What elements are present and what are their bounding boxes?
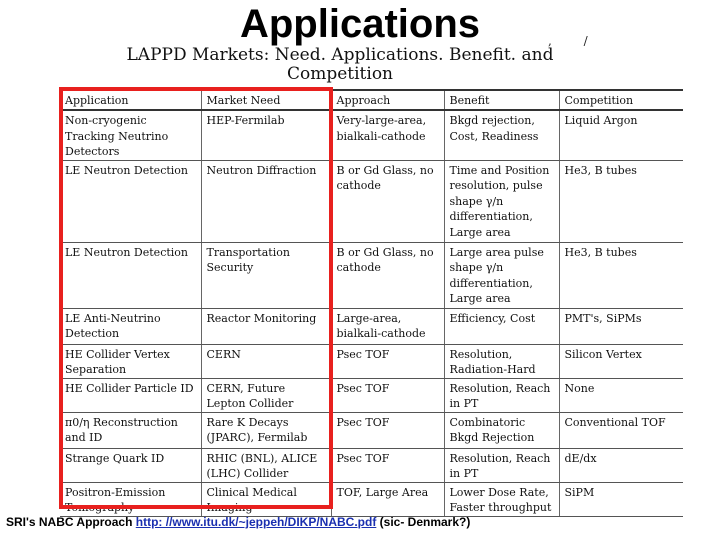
footer-note: [6, 514, 470, 530]
cell-approach: Psec TOF: [331, 448, 444, 482]
cell-benefit: Bkgd rejection, Cost, Readiness: [444, 110, 559, 160]
cell-benefit: Resolution, Radiation-Hard: [444, 344, 559, 378]
cell-competition: SiPM: [559, 482, 683, 516]
table-row: [60, 378, 683, 412]
cell-approach: Psec TOF: [331, 344, 444, 378]
paper-title-line1: LAPPD Markets: Need. Applications. Benefit. and: [126, 45, 554, 65]
cell-market-need: Rare K Decays (JPARC), Fermilab: [201, 412, 331, 448]
cell-benefit: Resolution, Reach in PT: [444, 448, 559, 482]
cell-competition: He3, B tubes: [559, 242, 683, 308]
cell-approach: B or Gd Glass, no cathode: [331, 242, 444, 308]
cell-market-need: Transportation Security: [201, 242, 331, 308]
header-application: Application: [60, 90, 201, 110]
header-market-need: Market Need: [201, 90, 331, 110]
cell-benefit: Efficiency, Cost: [444, 308, 559, 344]
header-approach: Approach: [331, 90, 444, 110]
cell-application: LE Anti-Neutrino Detection: [60, 308, 201, 344]
cell-market-need: RHIC (BNL), ALICE (LHC) Collider: [201, 448, 331, 482]
cell-market-need: Neutron Diffraction: [201, 160, 331, 242]
cell-benefit: Resolution, Reach in PT: [444, 378, 559, 412]
cell-benefit: Large area pulse shape γ/n differentiation, Large area: [444, 242, 559, 308]
table-row: [60, 242, 683, 308]
cell-application: LE Neutron Detection: [60, 242, 201, 308]
cell-market-need: HEP-Fermilab: [201, 110, 331, 160]
cell-application: HE Collider Vertex Separation: [60, 344, 201, 378]
cell-application: Positron-Emission Tomography: [60, 482, 201, 516]
table-row: [60, 344, 683, 378]
table-row: [60, 448, 683, 482]
table-header-row: [60, 90, 683, 110]
footer-prefix: SRI's NABC Approach: [6, 515, 136, 529]
cell-market-need: Reactor Monitoring: [201, 308, 331, 344]
cell-approach: Large-area, bialkali-cathode: [331, 308, 444, 344]
footer-suffix: (sic- Denmark?): [376, 515, 471, 529]
cell-competition: PMT's, SiPMs: [559, 308, 683, 344]
stray-mark: , /: [548, 34, 602, 48]
cell-benefit: Time and Position resolution, pulse shape γ/n differentiation, Large area: [444, 160, 559, 242]
cell-approach: Very-large-area, bialkali-cathode: [331, 110, 444, 160]
cell-competition: Silicon Vertex: [559, 344, 683, 378]
table-row: [60, 308, 683, 344]
cell-application: Strange Quark ID: [60, 448, 201, 482]
cell-market-need: CERN, Future Lepton Collider: [201, 378, 331, 412]
cell-competition: dE/dx: [559, 448, 683, 482]
cell-approach: B or Gd Glass, no cathode: [331, 160, 444, 242]
cell-application: Non-cryogenic Tracking Neutrino Detectors: [60, 110, 201, 160]
cell-benefit: Combinatoric Bkgd Rejection: [444, 412, 559, 448]
table-row: [60, 110, 683, 160]
table-row: [60, 412, 683, 448]
header-competition: Competition: [559, 90, 683, 110]
cell-competition: He3, B tubes: [559, 160, 683, 242]
cell-competition: Conventional TOF: [559, 412, 683, 448]
cell-application: π0/η Reconstruction and ID: [60, 412, 201, 448]
nabc-pdf-link[interactable]: http: //www.itu.dk/~jeppeh/DIKP/NABC.pdf: [135, 515, 377, 529]
cell-approach: Psec TOF: [331, 412, 444, 448]
cell-market-need: Clinical Medical Imaging: [201, 482, 331, 516]
paper-title-line2: Competition: [286, 64, 394, 84]
cell-application: LE Neutron Detection: [60, 160, 201, 242]
cell-application: HE Collider Particle ID: [60, 378, 201, 412]
slide-title: Applications: [239, 2, 481, 46]
markets-table: [60, 89, 683, 517]
paper-title: [60, 46, 620, 84]
table-row: [60, 160, 683, 242]
cell-benefit: Lower Dose Rate, Faster throughput: [444, 482, 559, 516]
cell-approach: Psec TOF: [331, 378, 444, 412]
cell-approach: TOF, Large Area: [331, 482, 444, 516]
cell-market-need: CERN: [201, 344, 331, 378]
table-row: [60, 482, 683, 516]
cell-competition: None: [559, 378, 683, 412]
header-benefit: Benefit: [444, 90, 559, 110]
cell-competition: Liquid Argon: [559, 110, 683, 160]
